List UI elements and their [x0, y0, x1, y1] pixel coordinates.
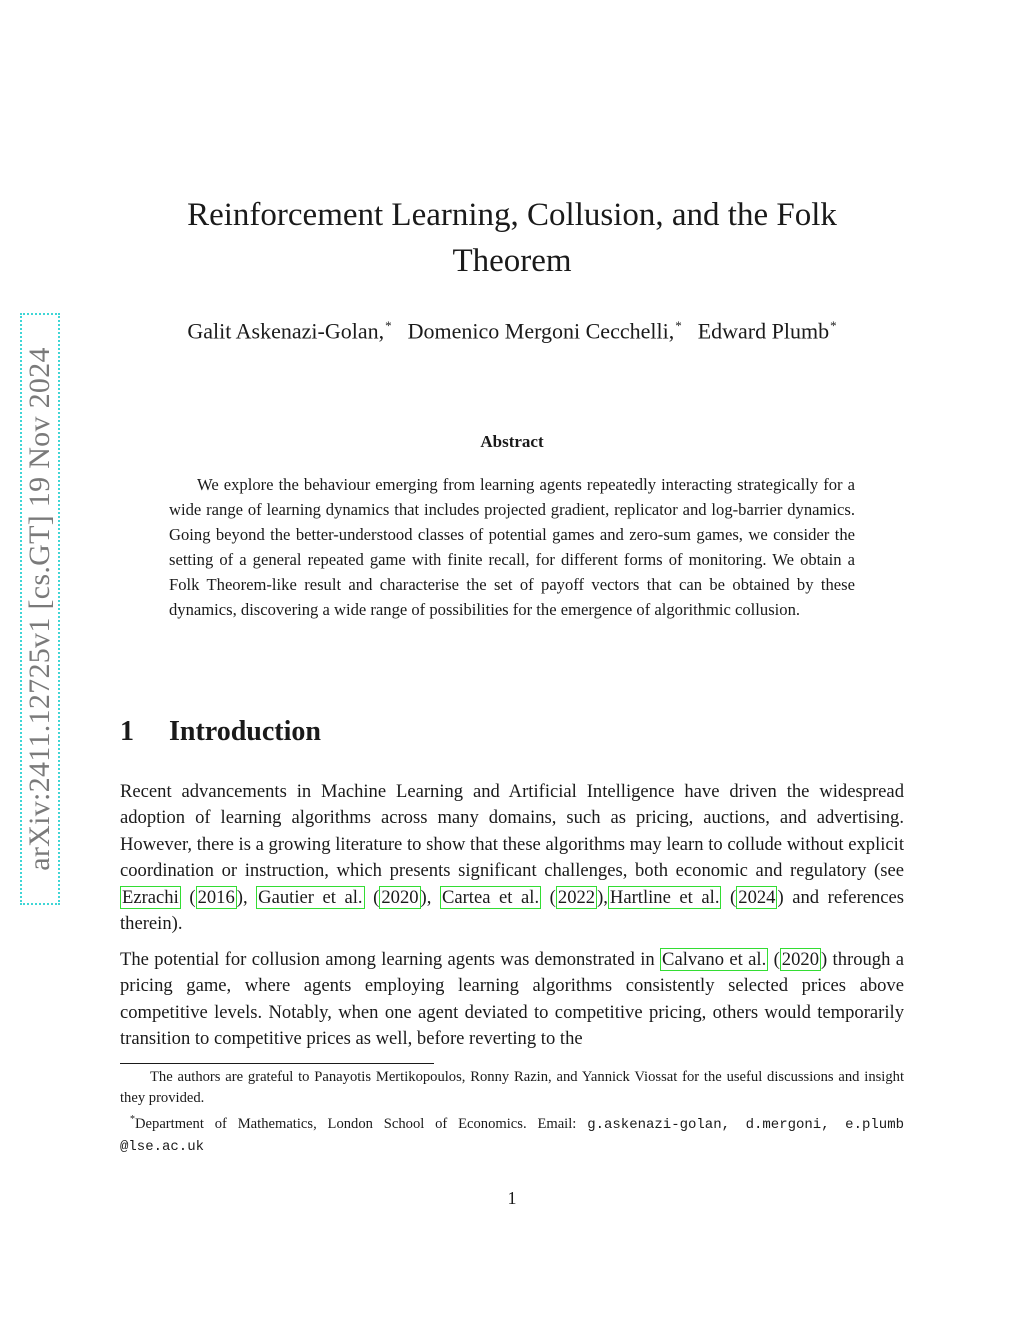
email-addresses: g.askenazi-golan, d.mergoni, e.plumb @lse.ac.uk [120, 1116, 904, 1155]
section-title: Introduction [169, 716, 321, 747]
paragraph-text: The potential for collusion among learning agents was demonstrated in [120, 949, 661, 970]
author-list [120, 318, 904, 344]
citation-link[interactable]: Ezrachi [122, 886, 179, 908]
footnote-mark: * [130, 1114, 135, 1125]
citation-link[interactable]: Cartea et al. [441, 886, 540, 908]
title-line-1: Reinforcement Learning, Collusion, and the Folk [187, 197, 837, 233]
paragraph-text: Recent advancements in Machine Learning and Artificial Intelligence have driven the widespread adoption of learning algorithms across many domains, such as pricing, auctions, and advertising. However, there is a growing literature to show that these algorithms may learn to collude without explicit coordination or instruction, which presents significant challenges, both economic and regulatory (see [120, 781, 904, 882]
intro-paragraph-1: Recent advancements in Machine Learning and Artificial Intelligence have driven the widespread adoption of learning algorithms across many domains, such as pricing, auctions, and advertising. However, there is a growing literature to show that these algorithms may learn to collude without explicit coordination or instruction, which presents significant challenges, both economic and regulatory (see Ezrachi ( 2016 ), Gautier et al. ( 2020 ), Cartea et al. ( 2022 ), Hartline et al. ( 2024 ) and references therein). [120, 781, 905, 935]
citation-year-link[interactable]: 2016 [197, 886, 235, 908]
affiliation-text: Department of Mathematics, London School of Economics. Email: [135, 1115, 588, 1132]
intro-paragraph-2: The potential for collusion among learning agents was demonstrated in Calvano et al. ( 2020 ) through a pricing game, where agents employing learning algorithms consistently selected prices above competitive levels. Notably, when one agent deviated to competitive pricing, others would temporarily transition to competitive prices as well, before reverting to the [120, 949, 904, 1050]
paragraph-text: ) and references therein). [120, 886, 905, 935]
citation-link[interactable]: Hartline et al. [609, 886, 720, 908]
section-heading [120, 716, 321, 748]
title-line-2: Theorem [452, 243, 572, 279]
citation-year-link[interactable]: 2020 [381, 886, 419, 908]
arxiv-identifier: arXiv:2411.12725v1 [cs.GT] 19 Nov 2024 [23, 347, 56, 871]
author-mark: * [830, 318, 837, 333]
citation-year-link[interactable]: 2020 [781, 949, 819, 970]
author-name: Galit Askenazi-Golan, [187, 318, 385, 344]
section-number: 1 [120, 716, 134, 747]
author-mark: * [385, 318, 392, 333]
paper-title [120, 192, 904, 284]
author-name: Domenico Mergoni Cecchelli, [407, 318, 675, 344]
abstract-text: We explore the behaviour emerging from learning agents repeatedly interacting strategically for a wide range of learning dynamics that includes projected gradient, replicator and log-barrier dynamics. Going beyond the better-understood classes of potential games and zero-sum games, we consider the setting of a general repeated game with finite recall, for different forms of monitoring. We obtain a Folk Theorem-like result and characterise the set of payoff vectors that can be obtained by these dynamics, discovering a wide range of possibilities for the emergence of algorithmic collusion. [169, 475, 855, 620]
abstract-heading: Abstract [480, 432, 544, 451]
citation-link[interactable]: Calvano et al. [662, 949, 767, 970]
footnote-divider [120, 1063, 434, 1064]
author-name: Edward Plumb [697, 318, 830, 344]
footnote-acknowledgement: The authors are grateful to Panayotis Mertikopoulos, Ronny Razin, and Yannick Viossat for the useful discussions and insight they provided. [120, 1069, 904, 1106]
paragraph-text: ) through a pricing game, where agents employing learning algorithms consistently selected prices above competitive levels. Notably, when one agent deviated to competitive pricing, others would temporarily transition to competitive prices as well, before reverting to the [120, 949, 904, 1050]
citation-year-link[interactable]: 2024 [738, 886, 776, 908]
citation-link[interactable]: Gautier et al. [258, 886, 363, 908]
page-number: 1 [507, 1188, 517, 1208]
citation-year-link[interactable]: 2022 [557, 886, 596, 908]
author-mark: * [675, 318, 682, 333]
footnote-affiliation [120, 1109, 904, 1158]
arxiv-stamp[interactable] [20, 313, 60, 905]
